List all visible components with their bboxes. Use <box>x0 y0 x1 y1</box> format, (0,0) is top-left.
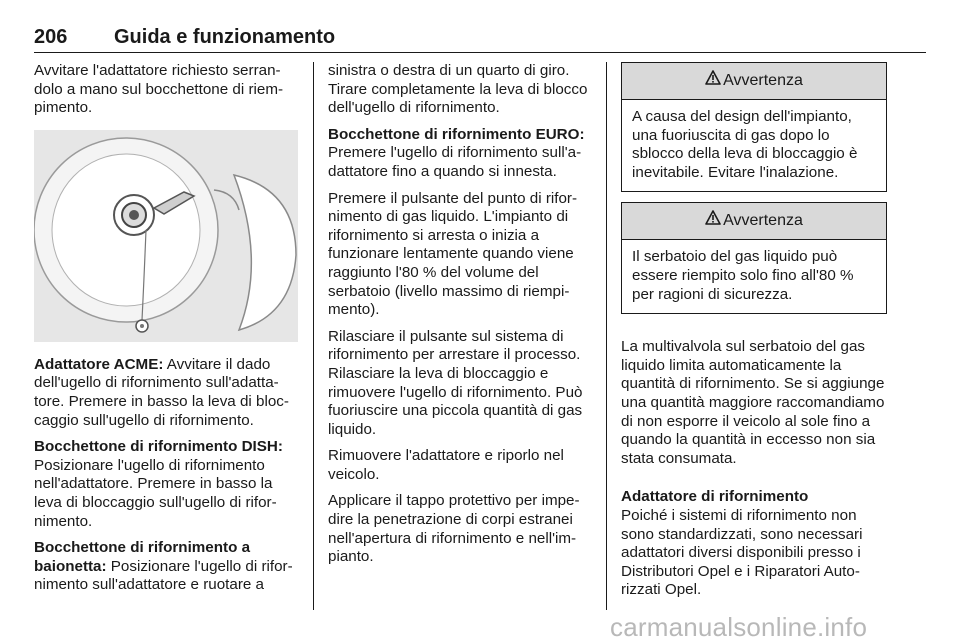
column-right <box>621 62 887 608</box>
adapters-text: Poiché i sistemi di rifornimento non sono standardizzati, sono necessari adattatori diversi disponibili presso i Distributori Opel e i Riparatori Autorizzati Opel. <box>621 506 863 599</box>
warning-box <box>621 62 887 192</box>
warning-box <box>621 202 887 314</box>
warning-text: Il serbatoio del gas liquido può essere riempito solo fino all'80 % per ragioni di sicurezza. <box>632 248 854 303</box>
remove-paragraph: Rimuovere l'adattatore e riporlo nel veicolo. <box>328 447 564 483</box>
warning-header <box>622 203 886 240</box>
warning-title: Avvertenza <box>723 212 803 230</box>
warning-triangle-icon <box>705 63 721 99</box>
page-title: Guida e funzionamento <box>114 26 336 48</box>
button-paragraph: Premere il pulsante del punto di rifornimento di gas liquido. L'impianto di rifornimento si arresta o inizia a funzionare lentamente quando viene raggiunto l'80 % del volume del serbatoio (livello massimo di riempimento). <box>328 189 578 319</box>
bayonet-label: Bocchettone di rifornimento a baionetta: <box>34 539 251 575</box>
bayonet-paragraph <box>34 539 298 595</box>
warning-triangle-icon <box>705 203 721 239</box>
dish-paragraph <box>34 438 298 531</box>
page-number: 206 <box>34 26 68 48</box>
cap-paragraph: Applicare il tappo protettivo per impedire la penetrazione di corpi estranei nell'apertura di rifornimento e nell'impianto. <box>328 492 580 566</box>
acme-label: Adattatore ACME: <box>34 355 164 373</box>
column-left <box>34 62 298 603</box>
column-middle <box>328 62 592 575</box>
acme-paragraph <box>34 356 298 430</box>
column-divider <box>313 62 314 610</box>
bayonet-text: Posizionare l'ugello di rifornimento sull'adattatore e ruotare a <box>34 557 293 594</box>
dish-text: Posizionare l'ugello di rifornimento nell'adattatore. Premere in basso la leva di bloccaggio sull'ugello di rifornimento. <box>34 456 277 530</box>
euro-text: Premere l'ugello di rifornimento sull'adattatore fino a quando si innesta. <box>328 144 582 180</box>
watermark: carmanualsonline.info <box>610 612 868 642</box>
release-paragraph: Rilasciare il pulsante sul sistema di rifornimento per arrestare il processo. Rilasciare la leva di bloccaggio e rimuovere l'ugello di rifornimento. Può fuoriuscire una piccola quantità di gas liquido. <box>328 327 583 438</box>
page-header <box>34 26 926 53</box>
warning-header <box>622 63 886 100</box>
adapters-heading: Adattatore di rifornimento <box>621 488 809 506</box>
euro-label: Bocchettone di rifornimento EURO: <box>328 125 585 143</box>
multivalve-paragraph: La multivalvola sul serbatoio del gas liquido limita automaticamente la quantità di rifornimento. Se si aggiunge una quantità maggiore raccomandiamo di non esporre il veicolo al sole fino a quando la quantità in eccesso non sia stata consumata. <box>621 338 885 467</box>
euro-paragraph <box>328 126 592 182</box>
acme-text: Avvitare il dado dell'ugello di rifornimento sull'adattatore. Premere in basso la leva di bloccaggio sull'ugello di rifornimento. <box>34 355 289 429</box>
intro-paragraph: Avvitare l'adattatore richiesto serrandolo a mano sul bocchettone di riempimento. <box>34 62 284 117</box>
fuel-filler-illustration <box>34 130 298 342</box>
continuation-paragraph: sinistra o destra di un quarto di giro. Tirare completamente la leva di blocco dell'ugello di rifornimento. <box>328 62 588 117</box>
column-divider <box>606 62 607 610</box>
adapters-paragraph <box>621 488 887 600</box>
warning-title: Avvertenza <box>723 72 803 90</box>
dish-label: Bocchettone di rifornimento DISH: <box>34 438 283 456</box>
warning-text: A causa del design dell'impianto, una fuoriuscita di gas dopo lo sblocco della leva di bloccaggio è inevitabile. Evitare l'inalazione. <box>632 108 858 181</box>
